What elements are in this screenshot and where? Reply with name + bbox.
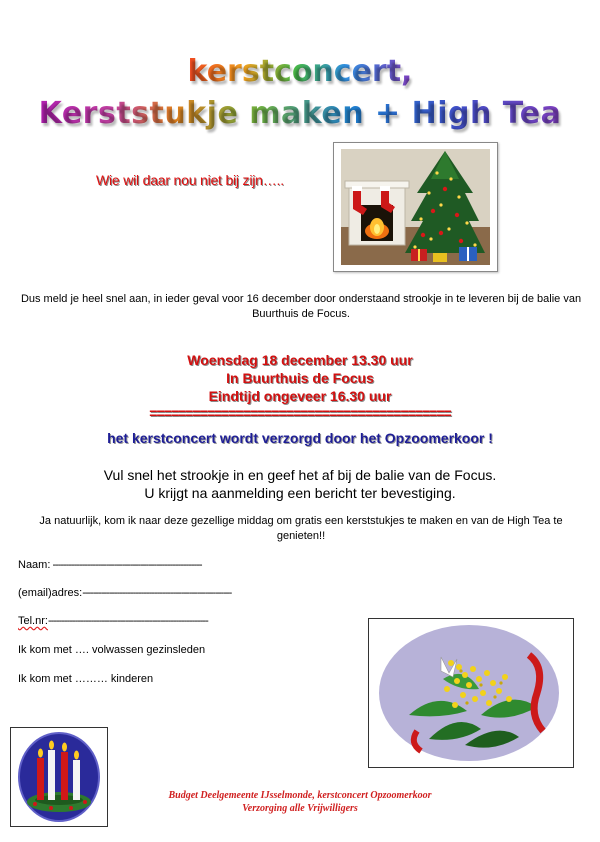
footer-line-1: Budget Deelgemeente IJsselmonde, kerstconcert Opzoomerkoor [168, 790, 432, 801]
children-count-field[interactable]: Ik kom met ……… kinderen [18, 673, 154, 685]
separator-line: ========================================== [149, 407, 451, 419]
phone-field[interactable] [18, 615, 208, 627]
address-field[interactable] [18, 587, 231, 599]
address-line[interactable]: -------------------------------------------------------- [82, 587, 232, 599]
name-label: Naam: [18, 559, 51, 571]
event-end-time: Eindtijd ongeveer 16.30 uur [208, 388, 392, 404]
name-line[interactable]: -------------------------------------------------------- [50, 559, 202, 571]
name-field[interactable] [18, 559, 202, 571]
christmas-tree-illustration [341, 149, 490, 265]
instruction-line-2: U krijgt na aanmelding een bericht ter bevestiging. [144, 485, 456, 501]
title-line-2 [0, 96, 600, 131]
christmas-tree-photo [333, 142, 498, 272]
phone-label: Tel.nr: [18, 615, 48, 627]
tagline: Wie wil daar nou niet bij zijn….. [96, 172, 284, 188]
instruction-text [0, 466, 600, 502]
title-line-2-text: Kerststukje maken + High Tea [38, 96, 562, 131]
footer-line-2: Verzorging alle Vrijwilligers [242, 803, 358, 814]
invite-text: Ja natuurlijk, kom ik naar deze gezellige middag om gratis een kerststukjes te maken en van de High Tea te genieten!! [39, 515, 563, 542]
event-location: In Buurthuis de Focus [226, 370, 374, 386]
flower-arrangement-image [368, 618, 574, 768]
instruction-line-1: Vul snel het strookje in en geef het af bij de balie van de Focus. [103, 467, 497, 483]
flower-arrangement-illustration [369, 619, 573, 767]
phone-line[interactable]: ------------------------------------------------------------ [47, 615, 208, 627]
signup-text: Dus meld je heel snel aan, in ieder geval voor 16 december door onderstaand strookje in te leveren bij de balie van Buurthuis de Focus. [20, 293, 582, 320]
address-label: (email)adres: [18, 587, 83, 599]
title-line-1-text: kerstconcert, [187, 54, 413, 89]
adults-count-field[interactable]: Ik kom met …. volwassen gezinsleden [18, 644, 206, 656]
title-line-1 [0, 54, 600, 89]
choir-note: het kerstconcert wordt verzorgd door het Opzoomerkoor ! [107, 430, 493, 446]
event-date-time: Woensdag 18 december 13.30 uur [187, 352, 413, 368]
